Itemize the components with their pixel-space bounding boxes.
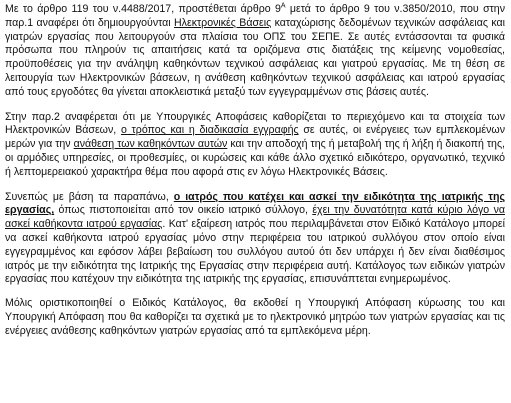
paragraph-4-text-1: Μόλις οριστικοποιηθεί ο Ειδικός Κατάλογος, θα εκδοθεί η Υπουργική Απόφαση κύρωσης του και Υπουργική Απόφαση που θα καθορίζει τα σχετικά με το ηλεκτρονικό μητρώο των γιατρών εργασίας και τις ενέργειες ανάθεσης καθηκόντων γιατρών εργασίας από τα εμπλεκόμενα μέρη.: [5, 297, 505, 337]
paragraph-2-underline-registration: ο τρόπος και η διαδικασία εγγραφής: [120, 124, 299, 137]
paragraph-1-underline-electronic-bases: Ηλεκτρονικές Βάσεις: [174, 16, 272, 29]
paragraph-2: [5, 111, 505, 180]
paragraph-1: [5, 3, 505, 100]
paragraph-4: [5, 297, 505, 338]
paragraph-3-text-2: όπως πιστοποιείται από τον οικείο ιατρικό σύλλογο,: [54, 204, 313, 217]
paragraph-3: [5, 191, 505, 288]
paragraph-1-text-3: καταχώρισης δεδομένων τεχνικών ασφάλειας και γιατρών εργασίας που λειτουργούν στα πλαίσια του ΟΠΣ του ΣΕΠΕ. Σε αυτές εντάσσονται τα φυσικά πρόσωπα που πληρούν τις απαιτήσεις κατά τα οριζόμενα στις διατάξεις της κείμενης νομοθεσίας, προϋποθέσεις για την ανάληψη καθηκόντων τεχνικού ασφάλειας και γιατρού εργασίας. Με τη θέση σε λειτουργία των Ηλεκτρονικών βάσεων, η ανάθεση καθηκόντων τεχνικού ασφάλειας και ιατρού εργασίας από τους εργοδότες θα γίνεται αποκλειστικά μεταξύ των εγγεγραμμένων στις βάσεις αυτές.: [5, 16, 505, 98]
document-body: [5, 3, 505, 339]
paragraph-3-underline-ability: έχει την δυνατότητα κατά κύριο λόγο να ασκεί καθήκοντα ιατρού εργασίας: [5, 204, 505, 231]
paragraph-2-text-1: Στην παρ.2 αναφέρεται ότι με Υπουργικές Αποφάσεις καθορίζεται το περιεχόμενο και τα στοιχεία των Ηλεκτρονικών Βάσεων,: [5, 110, 505, 137]
paragraph-3-text-1: Συνεπώς με βάση τα παραπάνω,: [5, 190, 174, 203]
paragraph-2-text-2: σε αυτές, οι ενέργειες των εμπλεκομένων μερών για την: [5, 124, 505, 151]
paragraph-1-superscript: Α: [280, 2, 286, 10]
paragraph-2-text-3: και την αποδοχή της ή μεταβολή της ή λήξη ή διακοπή της, οι αρμόδιες υπηρεσίες, οι προθεσμίες, οι κυρώσεις και κάθε άλλο σχετικό ειδικότερο, οργανωτικό, τεχνικό ή λεπτομερειακού χαρακτήρα θέμα που αφορά στις εν λόγω Ηλεκτρονικές Βάσεις.: [5, 138, 505, 178]
paragraph-1-text-1: Με το άρθρο 119 του ν.4488/2017, προστέθεται άρθρο 9: [5, 3, 281, 15]
paragraph-2-underline-assignment: ανάθεση των καθηκόντων αυτών: [73, 138, 228, 151]
paragraph-1-text-2: μετά το άρθρο 9 του ν.3850/2010, που στην παρ.1 αναφέρει ότι δημιουργούνται: [5, 3, 505, 29]
paragraph-3-bold-underline-doctor: ο ιατρός που κατέχει και ασκεί την ειδικότητα της ιατρικής της εργασίας,: [5, 190, 505, 217]
paragraph-3-text-3: . Κατ' εξαίρεση ιατρός που περιλαμβάνεται στον Ειδικό Κατάλογο μπορεί να ασκεί καθήκοντα ιατρού εργασίας μόνο στην περιφέρεια του ιατρικού συλλόγου στον οποίο είναι εγγεγραμμένος και εφόσον λάβει βεβαίωση του συλλόγου αυτού ότι δεν υπάρχει ή δεν είναι διαθέσιμος ιατρός με την ειδικότητα της Ιατρικής της Εργασίας στην περιφέρεια αυτή. Κατάλογος των ειδικών γιατρών εργασίας που κατέχουν την ειδικότητα της ιατρικής της εργασίας, επισυνάπτεται ενημερωμένος.: [5, 218, 505, 286]
